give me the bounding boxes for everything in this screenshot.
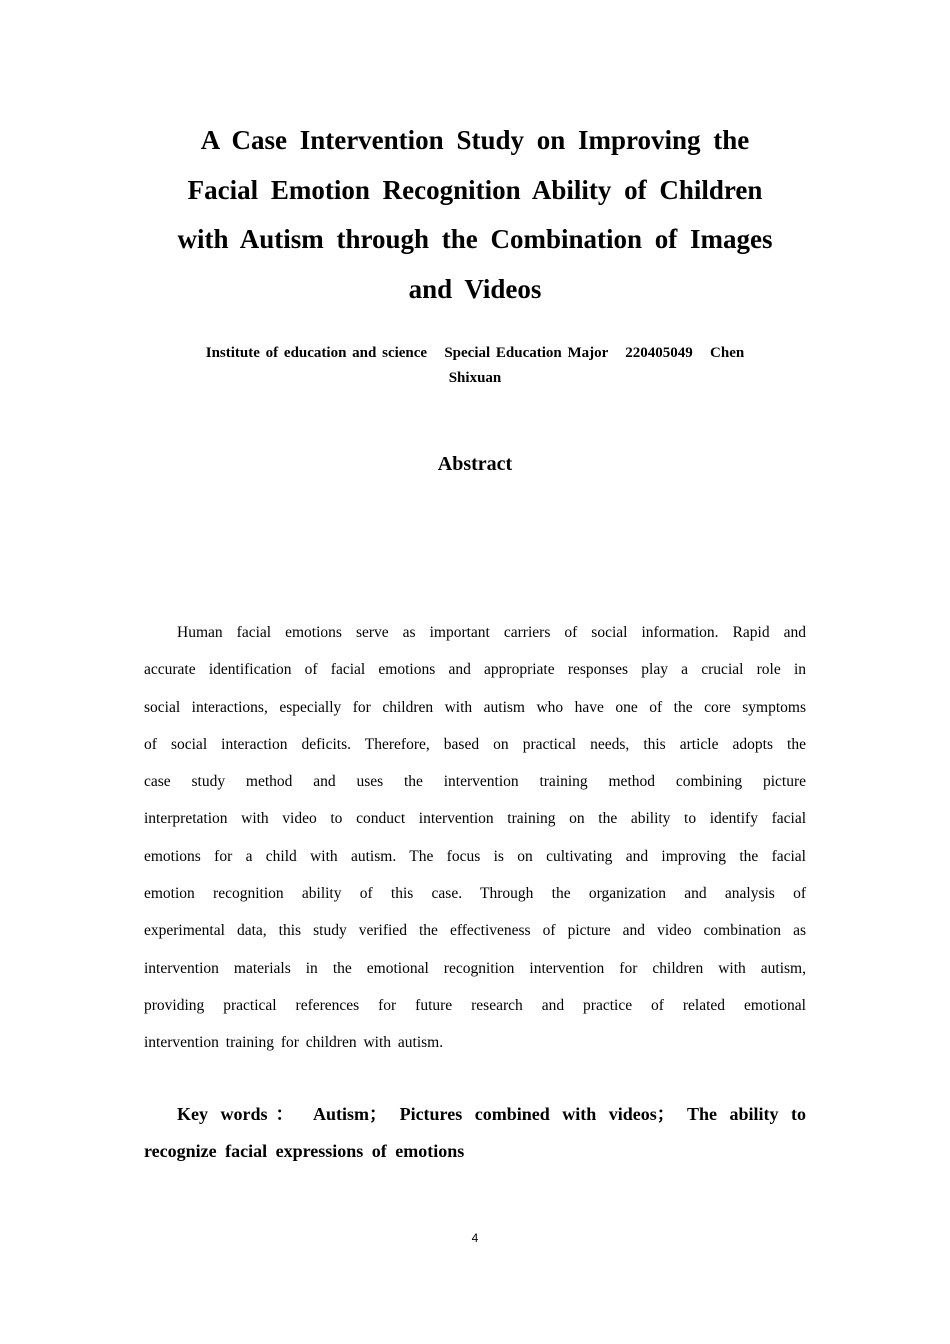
- abstract-line: of social interaction deficits. Therefore, based on practical needs, this article adopts the: [144, 735, 806, 753]
- abstract-heading: Abstract: [437, 453, 513, 475]
- abstract-line: intervention materials in the emotional recognition intervention for children with autism,: [144, 959, 806, 977]
- abstract-line: accurate identification of facial emotions and appropriate responses play a crucial role in: [144, 661, 806, 679]
- title-line: Facial Emotion Recognition Ability of Children: [187, 174, 763, 205]
- abstract-line: interpretation with video to conduct intervention training on the ability to identify facial: [144, 810, 806, 828]
- author-line: Institute of education and science Special Education Major 220405049 Chen: [205, 345, 745, 361]
- abstract-line: case study method and uses the intervention training method combining picture: [144, 773, 806, 791]
- title-line: with Autism through the Combination of Images: [177, 224, 773, 254]
- author-line: Shixuan: [448, 370, 502, 386]
- title-line: A Case Intervention Study on Improving the: [200, 125, 750, 155]
- abstract-body: [144, 614, 806, 1062]
- abstract-line: intervention training for children with autism.: [144, 1034, 444, 1052]
- page-number: 4: [471, 1231, 479, 1245]
- abstract-line: providing practical references for future research and practice of related emotional: [144, 996, 806, 1014]
- keywords-line: Key words： Autism； Pictures combined with videos； The ability to: [177, 1104, 806, 1124]
- title-line: and Videos: [408, 273, 542, 304]
- keywords: [144, 1096, 806, 1170]
- author-affiliation: [140, 341, 810, 391]
- abstract-line: experimental data, this study verified the effectiveness of picture and video combination as: [144, 922, 806, 940]
- abstract-line: social interactions, especially for children with autism who have one of the core symptoms: [144, 698, 806, 716]
- abstract-line: Human facial emotions serve as important carriers of social information. Rapid and: [177, 624, 806, 641]
- abstract-line: emotion recognition ability of this case. Through the organization and analysis of: [144, 885, 806, 903]
- keywords-line: recognize facial expressions of emotions: [144, 1141, 465, 1161]
- abstract-line: emotions for a child with autism. The focus is on cultivating and improving the facial: [144, 847, 806, 865]
- paper-title: [150, 116, 800, 314]
